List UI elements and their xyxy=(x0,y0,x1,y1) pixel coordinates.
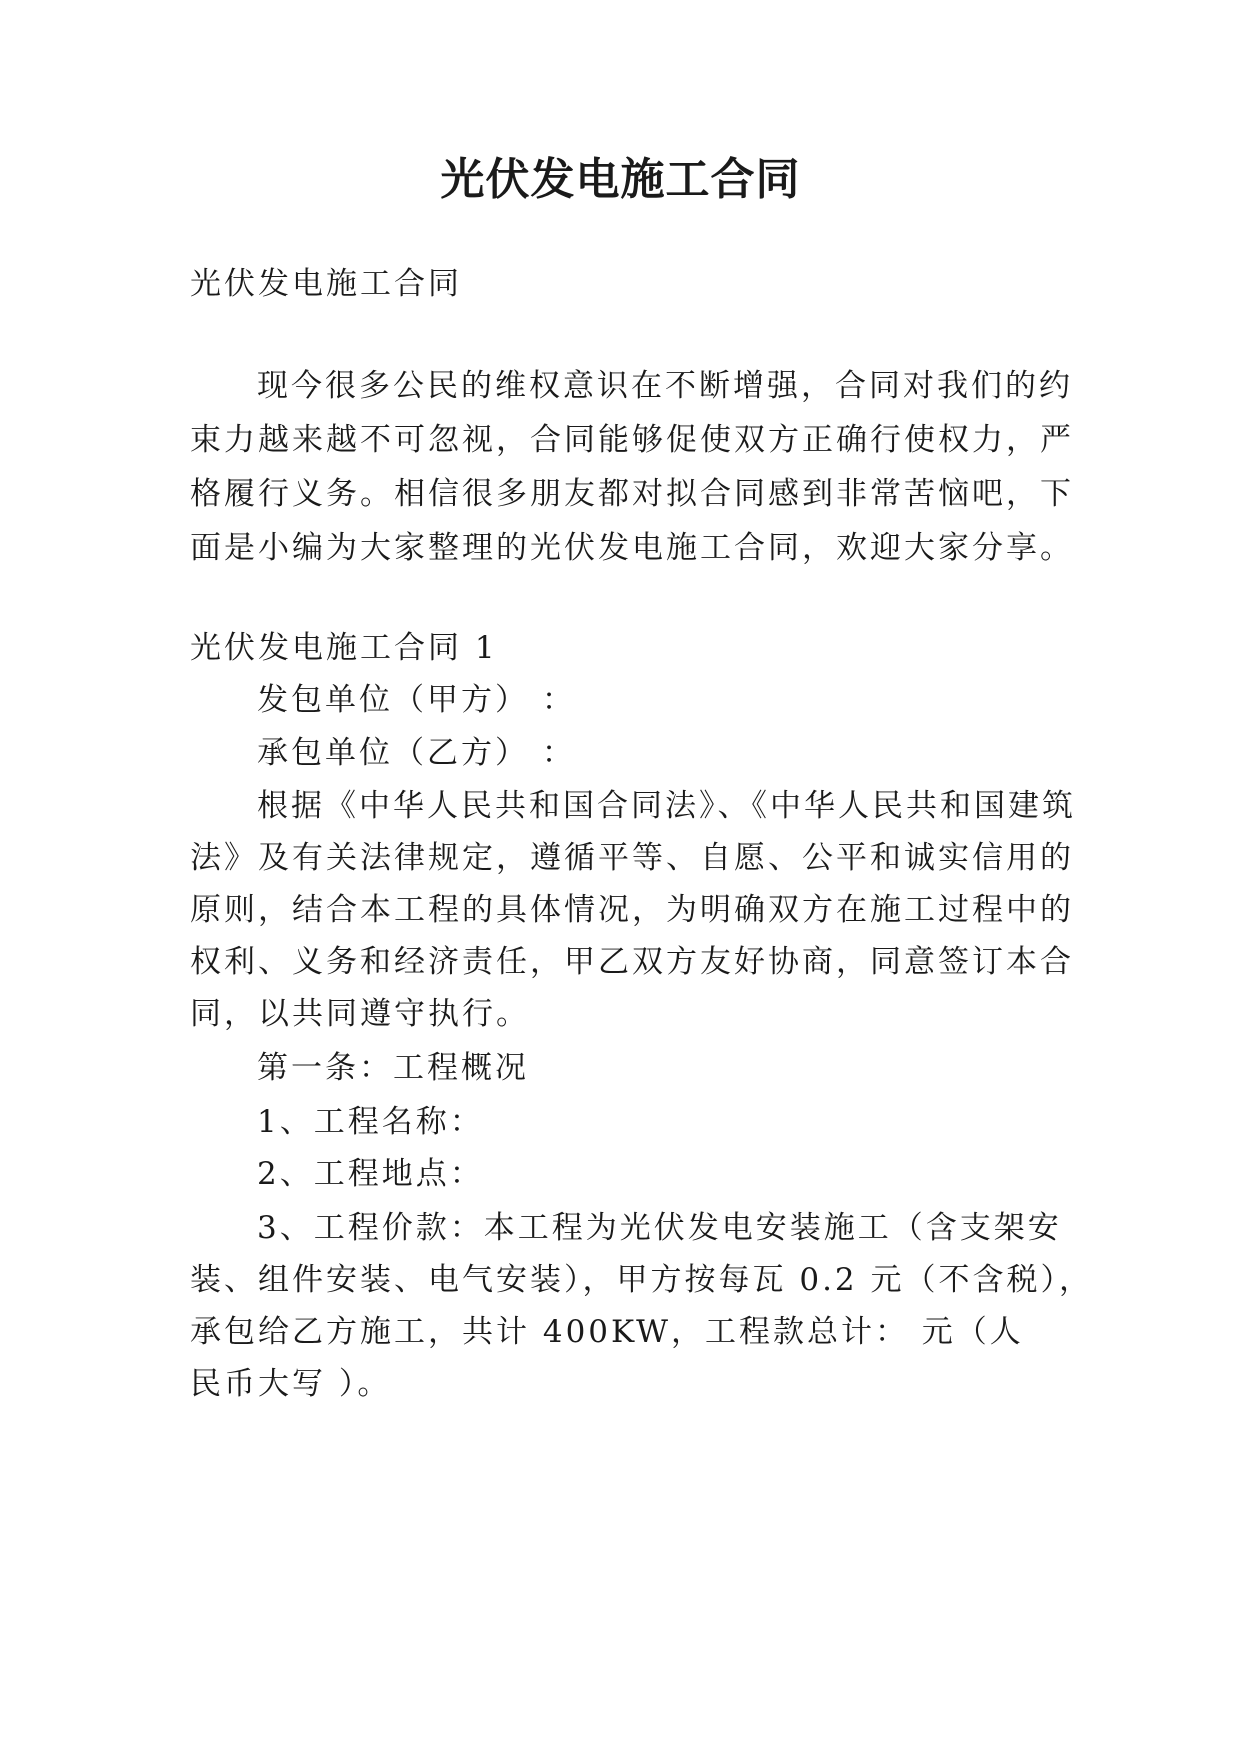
item-price-line: 装、组件安装、电气安装），甲方按每瓦 0.2 元（不含税）， xyxy=(190,1262,1094,1298)
contract-heading: 光伏发电施工合同 xyxy=(190,266,462,302)
section-title: 光伏发电施工合同 1 xyxy=(190,630,498,666)
document-title: 光伏发电施工合同 xyxy=(440,154,801,205)
basis-line: 权利、义务和经济责任，甲乙双方友好协商，同意签订本合 xyxy=(190,944,1074,980)
basis-line: 法》及有关法律规定，遵循平等、自愿、公平和诚实信用的 xyxy=(190,840,1074,876)
item-price-line: 民币大写 ）。 xyxy=(190,1366,392,1402)
item-project-name: 1、工程名称： xyxy=(257,1104,484,1140)
item-price-line: 3、工程价款：本工程为光伏发电安装施工（含支架安 xyxy=(257,1210,1062,1246)
basis-line: 原则，结合本工程的具体情况，为明确双方在施工过程中的 xyxy=(190,892,1074,928)
party-b-line: 承包单位（乙方） ： xyxy=(257,735,576,771)
intro-line: 格履行义务。相信很多朋友都对拟合同感到非常苦恼吧，下 xyxy=(190,476,1074,512)
intro-line: 束力越来越不可忽视，合同能够促使双方正确行使权力，严 xyxy=(190,422,1074,458)
basis-line: 同，以共同遵守执行。 xyxy=(190,996,530,1032)
intro-line: 现今很多公民的维权意识在不断增强，合同对我们的约 xyxy=(257,368,1073,404)
item-price-line: 承包给乙方施工，共计 400KW，工程款总计： 元（人 xyxy=(190,1314,1024,1350)
article-1-heading: 第一条：工程概况 xyxy=(257,1050,529,1086)
basis-line: 根据《中华人民共和国合同法》、《中华人民共和国建筑 xyxy=(257,788,1076,824)
intro-line: 面是小编为大家整理的光伏发电施工合同，欢迎大家分享。 xyxy=(190,530,1074,566)
party-a-line: 发包单位（甲方） ： xyxy=(257,682,576,718)
item-project-location: 2、工程地点： xyxy=(257,1156,484,1192)
